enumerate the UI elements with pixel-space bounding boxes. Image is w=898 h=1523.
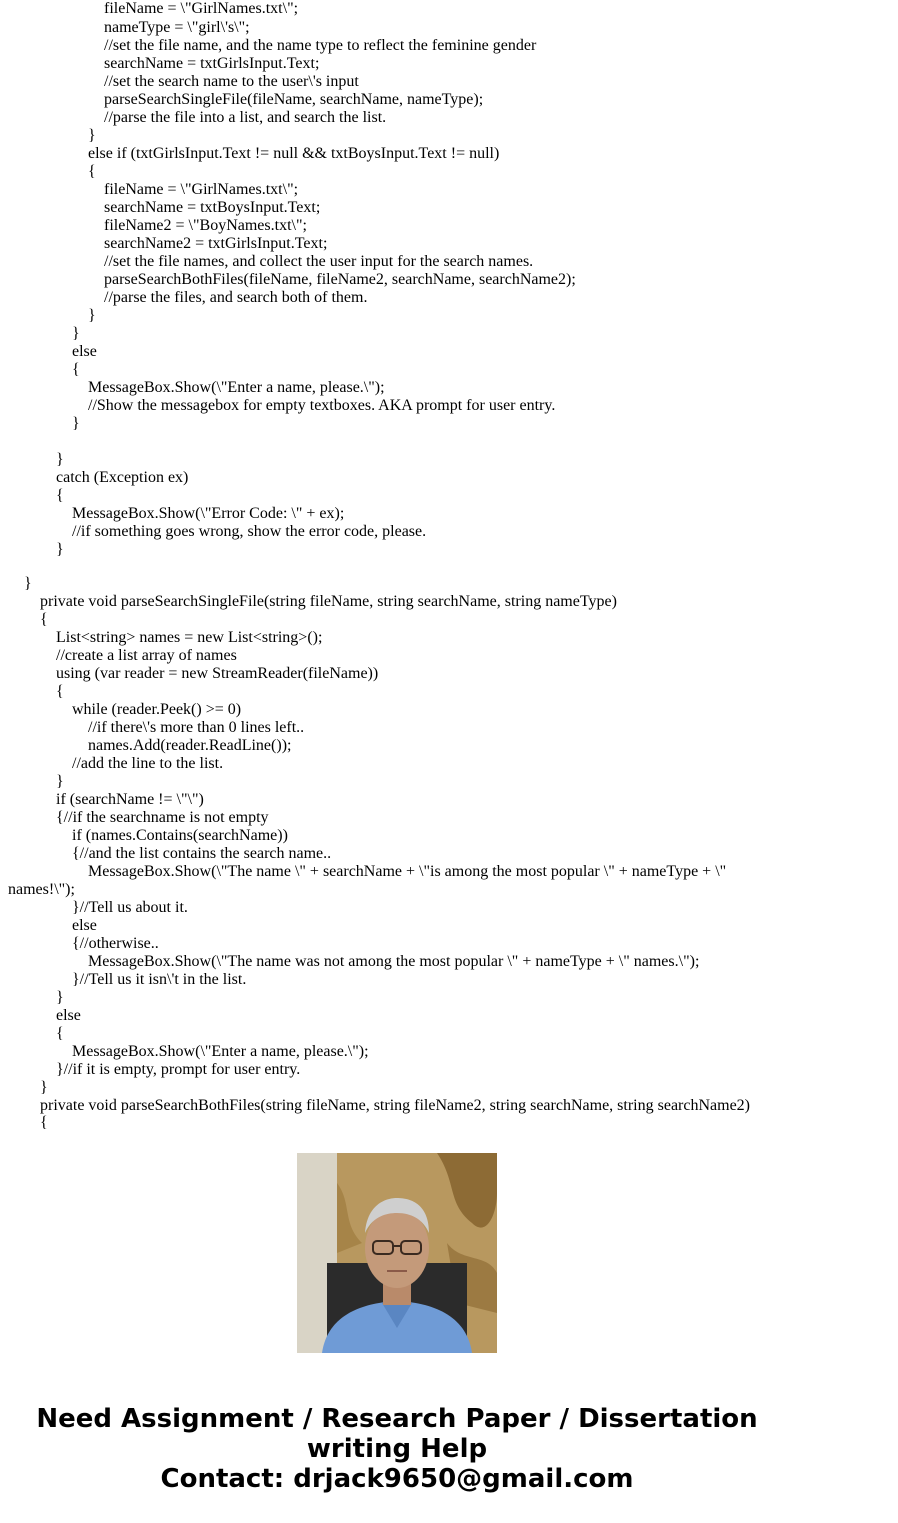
code-line: if (names.Contains(searchName)) xyxy=(72,827,288,844)
code-line: {//if the searchname is not empty xyxy=(56,809,269,826)
code-line: searchName2 = txtGirlsInput.Text; xyxy=(104,235,328,252)
code-line: //set the file names, and collect the user input for the search names. xyxy=(104,253,534,270)
code-line: //parse the files, and search both of them. xyxy=(104,289,368,306)
code-line: else xyxy=(72,343,97,360)
code-line: //create a list array of names xyxy=(56,647,237,664)
code-line: //Show the messagebox for empty textboxes. AKA prompt for user entry. xyxy=(88,397,556,414)
code-line: while (reader.Peek() >= 0) xyxy=(72,701,242,718)
code-line: { xyxy=(72,361,80,378)
code-line: names!\"); xyxy=(8,881,75,898)
code-line: { xyxy=(40,1114,48,1131)
code-line: } xyxy=(40,1079,48,1096)
code-line: parseSearchSingleFile(fileName, searchName, nameType); xyxy=(104,91,484,108)
code-line: } xyxy=(56,541,64,558)
code-line: else if (txtGirlsInput.Text != null && txtBoysInput.Text != null) xyxy=(88,145,500,162)
code-line: }//Tell us it isn\'t in the list. xyxy=(72,971,247,988)
code-line: { xyxy=(56,683,64,700)
code-line: { xyxy=(56,487,64,504)
code-line: fileName2 = \"BoyNames.txt\"; xyxy=(104,217,307,234)
code-line: private void parseSearchBothFiles(string fileName, string fileName2, string searchName, string searchName2) xyxy=(40,1097,750,1114)
code-line: { xyxy=(40,611,48,628)
code-line: searchName = txtGirlsInput.Text; xyxy=(104,55,320,72)
code-line: searchName = txtBoysInput.Text; xyxy=(104,199,321,216)
code-line: nameType = \"girl\'s\"; xyxy=(104,19,250,36)
code-line: //if something goes wrong, show the error code, please. xyxy=(72,523,427,540)
code-line: //add the line to the list. xyxy=(72,755,224,772)
code-line: else xyxy=(56,1007,81,1024)
code-line: MessageBox.Show(\"The name was not among the most popular \" + nameType + \" names.\"); xyxy=(88,953,700,970)
code-line: parseSearchBothFiles(fileName, fileName2, searchName, searchName2); xyxy=(104,271,576,288)
code-line: } xyxy=(56,773,64,790)
code-line: fileName = \"GirlNames.txt\"; xyxy=(104,181,299,198)
code-line: {//and the list contains the search name.. xyxy=(72,845,332,862)
avatar-portrait xyxy=(297,1153,497,1353)
code-line: }//Tell us about it. xyxy=(72,899,188,916)
promo-line-1: Need Assignment / Research Paper / Dissertation xyxy=(36,1404,758,1434)
promo-contact: Contact: drjack9650@gmail.com xyxy=(160,1464,634,1494)
code-line: } xyxy=(24,575,32,592)
code-line: } xyxy=(56,989,64,1006)
code-line: MessageBox.Show(\"Enter a name, please.\"); xyxy=(72,1043,369,1060)
code-line: private void parseSearchSingleFile(string fileName, string searchName, string nameType) xyxy=(40,593,617,610)
code-line: //set the file name, and the name type to reflect the feminine gender xyxy=(104,37,537,54)
code-line: if (searchName != \"\") xyxy=(56,791,204,808)
code-line: List<string> names = new List<string>(); xyxy=(56,629,323,646)
promo-line-2: writing Help xyxy=(306,1434,488,1464)
code-line: }//if it is empty, prompt for user entry. xyxy=(56,1061,301,1078)
code-line: } xyxy=(72,325,80,342)
code-line: //set the search name to the user\'s input xyxy=(104,73,359,90)
code-line: { xyxy=(88,163,96,180)
code-line: } xyxy=(88,127,96,144)
code-line: else xyxy=(72,917,97,934)
code-line: } xyxy=(72,415,80,432)
code-line: MessageBox.Show(\"Enter a name, please.\"); xyxy=(88,379,385,396)
code-line: //if there\'s more than 0 lines left.. xyxy=(88,719,305,736)
code-line: fileName = \"GirlNames.txt\"; xyxy=(104,0,299,17)
code-line: { xyxy=(56,1025,64,1042)
promo-banner xyxy=(0,1404,794,1494)
code-line: {//otherwise.. xyxy=(72,935,159,952)
code-line: catch (Exception ex) xyxy=(56,469,189,486)
avatar xyxy=(297,1153,497,1353)
code-line: } xyxy=(56,451,64,468)
code-line: //parse the file into a list, and search the list. xyxy=(104,109,387,126)
code-line: MessageBox.Show(\"The name \" + searchName + \"is among the most popular \" + nameType + \" xyxy=(88,863,727,880)
code-line: using (var reader = new StreamReader(fileName)) xyxy=(56,665,379,682)
code-line: } xyxy=(88,307,96,324)
code-line: names.Add(reader.ReadLine()); xyxy=(88,737,292,754)
code-line: MessageBox.Show(\"Error Code: \" + ex); xyxy=(72,505,345,522)
